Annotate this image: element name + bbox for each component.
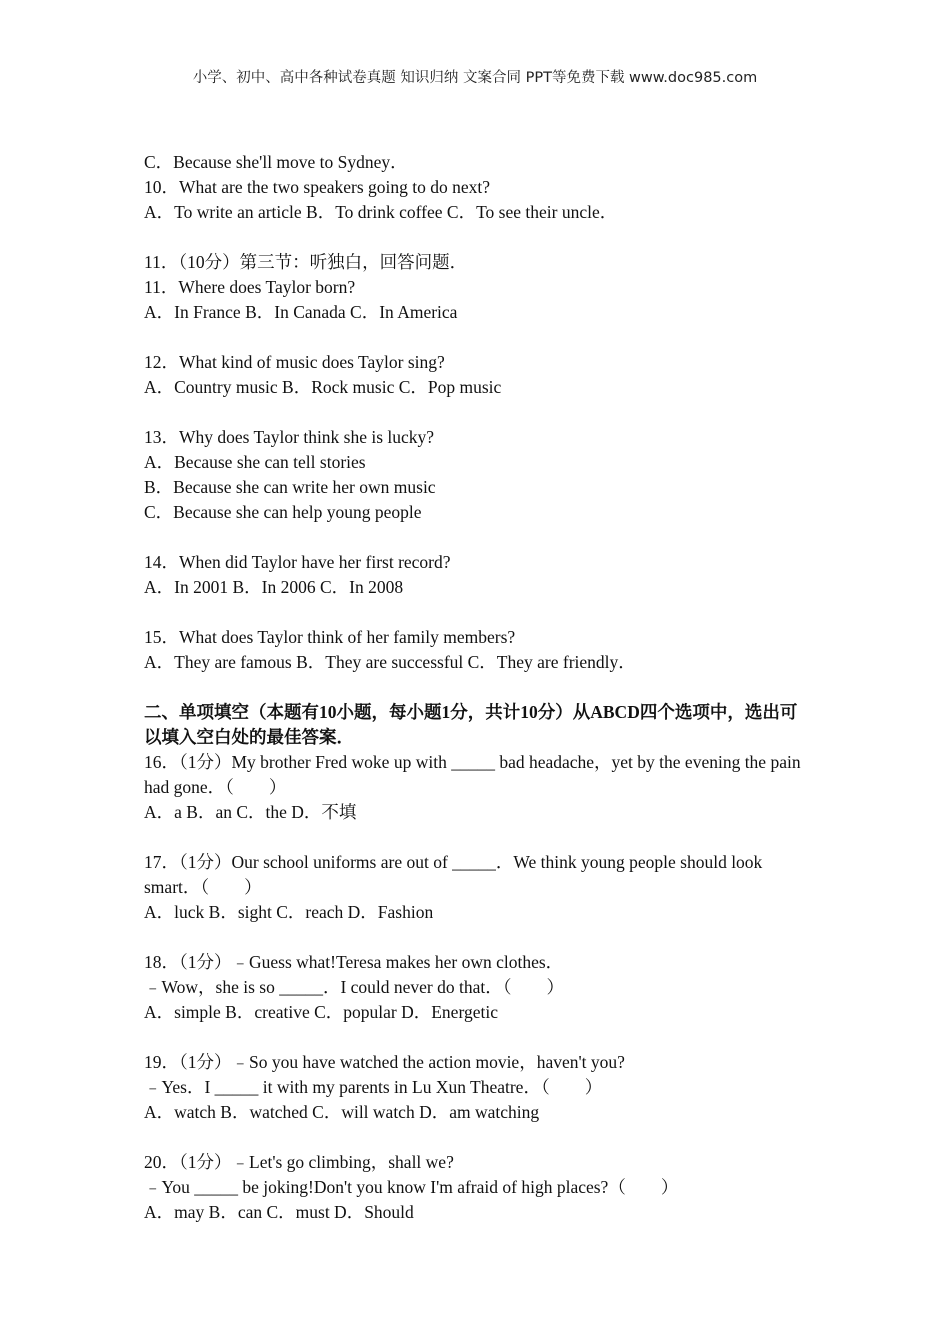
- option-line: A．To write an article B．To drink coffee C．To see their uncle．: [144, 202, 618, 222]
- question-stem: 17．（1分）Our school uniforms are out of _____．We think young people should look smart．（ ）: [144, 852, 763, 897]
- option-line: A．In France B．In Canada C．In America: [144, 302, 458, 322]
- section-two-title: 二、单项填空（本题有10小题，每小题1分，共计10分）从ABCD四个选项中，选出可以填入空白处的最佳答案．: [144, 702, 798, 747]
- option-line: A．watch B．watched C．will watch D．am watching: [144, 1102, 540, 1122]
- option-line: B．Because she can write her own music: [144, 477, 436, 497]
- option-line: A．luck B．sight C．reach D．Fashion: [144, 902, 434, 922]
- option-line: A．In 2001 B．In 2006 C．In 2008: [144, 577, 404, 597]
- page-header: 小学、初中、高中各种试卷真题 知识归纳 文案合同 PPT等免费下载 www.doc985.com: [192, 70, 758, 86]
- option-line: C．Because she can help young people: [144, 502, 422, 522]
- option-line: A．They are famous B．They are successful C．They are friendly．: [144, 652, 636, 672]
- option-line: C．Because she'll move to Sydney．: [144, 152, 408, 172]
- dialogue-line: ﹣You _____ be joking!Don't you know I'm afraid of high places?（ ）: [144, 1177, 679, 1197]
- question-stem: 16．（1分）My brother Fred woke up with _____ bad headache，yet by the evening the pain had gone．（ ）: [144, 752, 801, 797]
- question-stem: 20．（1分）﹣Let's go climbing，shall we?: [144, 1152, 454, 1172]
- exam-content: [144, 150, 804, 1225]
- section-heading: 11．（10分）第三节：听独白，回答问题．: [144, 252, 468, 272]
- option-line: A．a B．an C．the D．不填: [144, 802, 357, 822]
- question-stem: 18．（1分）﹣Guess what!Teresa makes her own clothes．: [144, 952, 564, 972]
- option-line: A．simple B．creative C．popular D．Energetic: [144, 1002, 498, 1022]
- question-stem: 13．Why does Taylor think she is lucky?: [144, 427, 435, 447]
- question-stem: 19．（1分）﹣So you have watched the action movie，haven't you?: [144, 1052, 625, 1072]
- question-stem: 15．What does Taylor think of her family members?: [144, 627, 516, 647]
- dialogue-line: ﹣Yes．I _____ it with my parents in Lu Xun Theatre．（ ）: [144, 1077, 603, 1097]
- question-stem: 11．Where does Taylor born?: [144, 277, 356, 297]
- dialogue-line: ﹣Wow，she is so _____．I could never do that．（ ）: [144, 977, 564, 997]
- question-stem: 14．When did Taylor have her first record?: [144, 552, 451, 572]
- option-line: A．Country music B．Rock music C．Pop music: [144, 377, 502, 397]
- option-line: A．may B．can C．must D．Should: [144, 1202, 414, 1222]
- question-stem: 10．What are the two speakers going to do next?: [144, 177, 491, 197]
- option-line: A．Because she can tell stories: [144, 452, 366, 472]
- question-stem: 12．What kind of music does Taylor sing?: [144, 352, 445, 372]
